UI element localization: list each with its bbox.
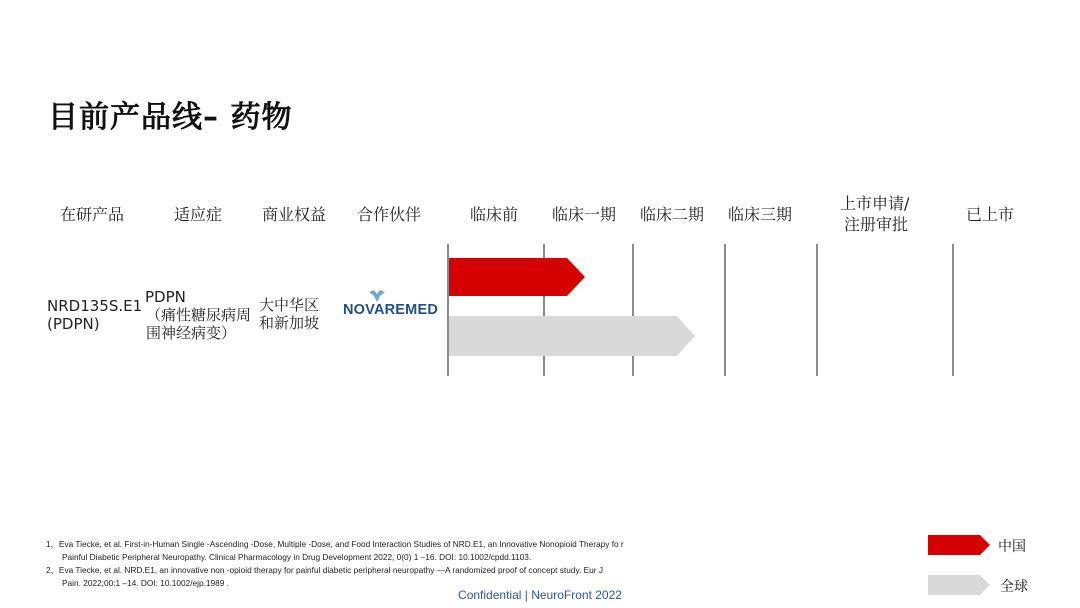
column-header-phase2: 临床二期: [640, 205, 705, 224]
reference-2-line1: 2，Eva Tiecke, et al. NRD.E1, an innovative non -opioid therapy for painful diabetic peripheral neuropathy —A randomized proof of concept study. Eur J: [46, 565, 603, 575]
column-header-preclinical: 临床前: [470, 205, 519, 224]
legend-label-china: 中国: [998, 539, 1026, 555]
column-header-phase3: 临床三期: [728, 205, 793, 224]
column-header-rights: 商业权益: [262, 205, 327, 224]
column-header-partner: 合作伙伴: [357, 205, 422, 224]
indication-line3: 围神经病变）: [146, 324, 237, 342]
reference-1-line2: Painful Diabetic Peripheral Neuropathy. Clinical Pharmacology in Drug Development 2022, 0(0) 1 –16. DOI: 10.1002/cpdd.1103.: [62, 552, 532, 562]
indication-line2: （痛性糖尿病周: [146, 306, 252, 324]
column-header-phase1: 临床一期: [552, 205, 617, 224]
rights-line1: 大中华区: [259, 296, 320, 314]
progress-bar-china: [449, 258, 589, 298]
partner-logo-text-part2: AREMED: [373, 302, 438, 318]
partner-logo: [343, 290, 443, 320]
progress-bar-global: [449, 316, 699, 358]
stage-divider: [952, 244, 954, 376]
legend-swatch-china: [928, 535, 992, 557]
column-header-filing-line1: 上市申请/: [840, 194, 910, 213]
partner-logo-text: [343, 302, 438, 318]
product-name-line1: NRD135S.E1: [47, 297, 143, 315]
column-header-indication: 适应症: [174, 205, 223, 224]
column-header-filing-line2: 注册审批: [844, 215, 909, 234]
reference-2-line2: Pain. 2022;00:1 –14. DOI: 10.1002/ejp.1989 .: [62, 578, 229, 588]
rights-line2: 和新加坡: [259, 314, 320, 332]
product-name-line2: (PDPN): [47, 315, 100, 333]
indication-line1: PDPN: [145, 288, 186, 306]
reference-1-line1: 1，Eva Tiecke, et al. First-in-Human Single -Ascending -Dose, Multiple -Dose, and Food Interaction Studies of NRD.E1, an Innovative Nonopioid Therapy fo r: [46, 539, 624, 549]
slide-title: 目前产品线– 药物: [48, 100, 293, 135]
column-header-product: 在研产品: [60, 205, 125, 224]
legend-label-global: 全球: [1000, 579, 1028, 595]
footer: Confidential | NeuroFront 2022: [458, 588, 622, 602]
partner-logo-text-part1: NOV: [343, 302, 374, 318]
stage-divider: [816, 244, 818, 376]
references: [46, 538, 624, 590]
column-header-launched: 已上市: [966, 205, 1015, 224]
stage-divider: [724, 244, 726, 376]
